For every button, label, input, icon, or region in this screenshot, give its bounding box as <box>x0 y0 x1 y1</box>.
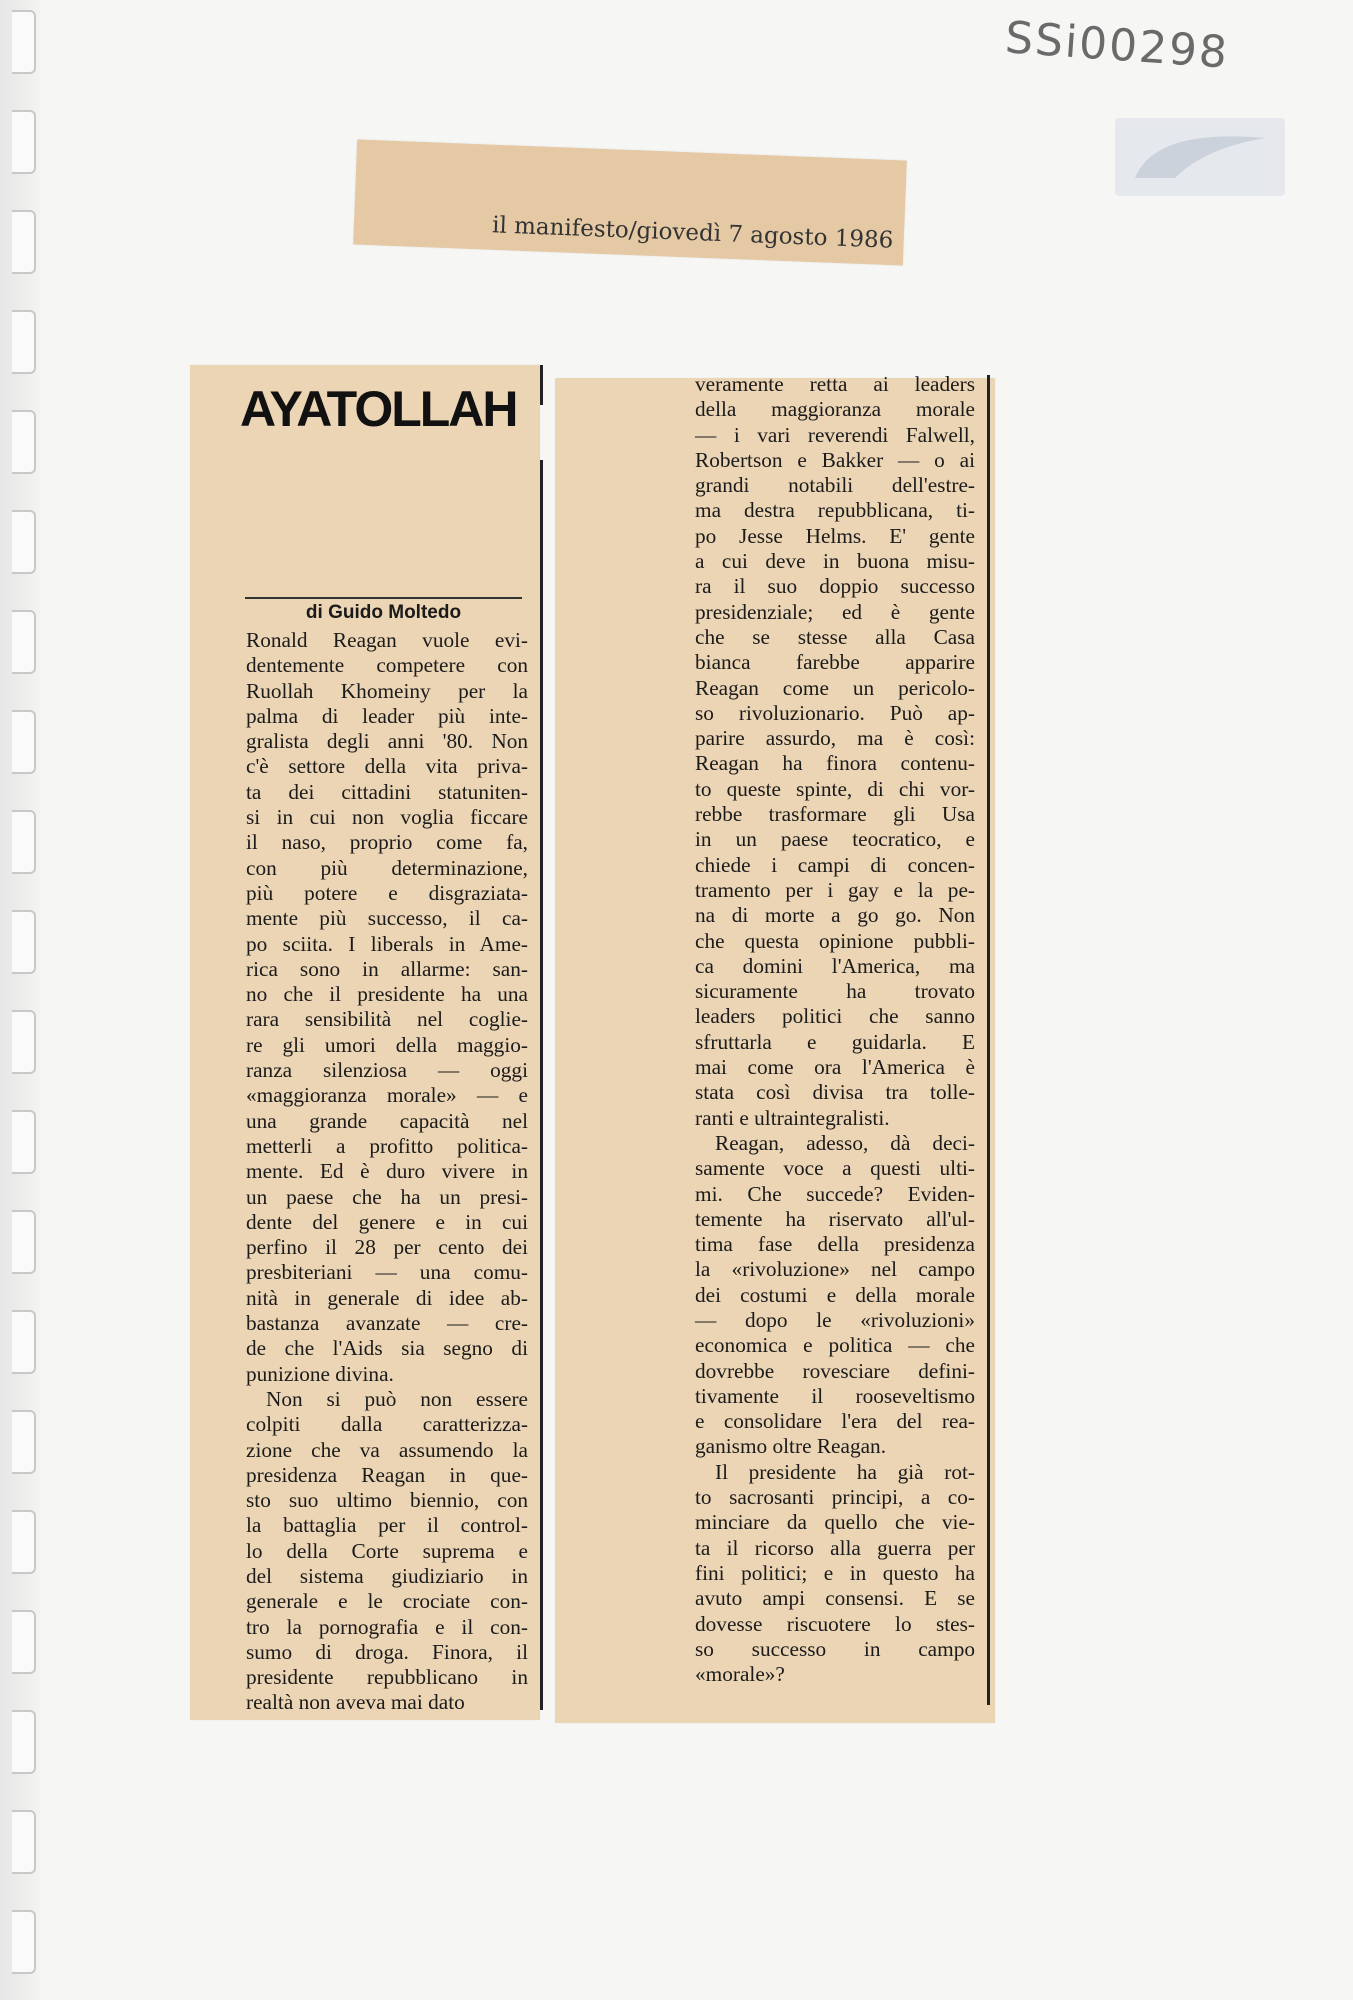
article-line: na di morte a go go. Non <box>695 903 975 928</box>
article-line: samente voce a questi ulti- <box>695 1156 975 1181</box>
article-line: — dopo le «rivoluzioni» <box>695 1307 975 1332</box>
article-line: so successo in campo <box>695 1636 975 1661</box>
article-line: bianca farebbe apparire <box>695 650 975 675</box>
article-line: Reagan ha finora contenu- <box>695 751 975 776</box>
article-line: metterli a profitto politica- <box>246 1133 528 1158</box>
article-line: che questa opinione pubbli- <box>695 928 975 953</box>
article-line: un paese che ha un presi- <box>246 1184 528 1209</box>
article-line: la «rivoluzione» nel campo <box>695 1257 975 1282</box>
article-line: nità in generale di idee ab- <box>246 1285 528 1310</box>
article-line: del sistema giudiziario in <box>246 1563 528 1588</box>
article-line: dentemente competere con <box>246 653 528 678</box>
article-line: Robertson e Bakker — o ai <box>695 447 975 472</box>
article-line: stata così divisa tra tolle- <box>695 1080 975 1105</box>
article-line: che se stesse alla Casa <box>695 624 975 649</box>
article-line: la battaglia per il control- <box>246 1513 528 1538</box>
archive-id: SSi00298 <box>1003 12 1231 79</box>
binder-ring <box>12 510 36 574</box>
article-line: una grande capacità nel <box>246 1108 528 1133</box>
article-line: economica e politica — che <box>695 1333 975 1358</box>
binder-ring <box>12 1810 36 1874</box>
article-headline: AYATOLLAH <box>240 381 517 437</box>
article-line: de che l'Aids sia segno di <box>246 1336 528 1361</box>
column-rule <box>540 460 543 1710</box>
article-line: Il presidente ha già rot- <box>715 1459 975 1484</box>
article-line: ta il ricorso alla guerra per <box>695 1535 975 1560</box>
article-line: dente del genere e in cui <box>246 1209 528 1234</box>
article-line: presbiteriani — una comu- <box>246 1260 528 1285</box>
article-paragraph <box>695 1131 975 1460</box>
binder-ring <box>12 710 36 774</box>
article-line: sicuramente ha trovato <box>695 979 975 1004</box>
article-line: punizione divina. <box>246 1361 394 1386</box>
binder-ring <box>12 210 36 274</box>
article-line: Ronald Reagan vuole evi- <box>246 628 528 652</box>
article-line: so rivoluzionario. Può ap- <box>695 700 975 725</box>
article-line: si in cui non voglia ficcare <box>246 805 528 830</box>
article-line: con più determinazione, <box>246 855 528 880</box>
article-column-right <box>695 372 975 1687</box>
binder-ring <box>12 910 36 974</box>
letterhead-logo-bleedthrough <box>1115 118 1285 196</box>
article-line: della maggioranza morale <box>695 397 975 422</box>
article-line: colpiti dalla caratterizza- <box>246 1412 528 1437</box>
article-line: mai come ora l'America è <box>695 1055 975 1080</box>
article-line: mi. Che succede? Eviden- <box>695 1181 975 1206</box>
article-line: tro la pornografia e il con- <box>246 1614 528 1639</box>
article-line: sumo di droga. Finora, il <box>246 1639 528 1664</box>
article-line: sto suo ultimo biennio, con <box>246 1488 528 1513</box>
article-line: po sciita. I liberals in Ame- <box>246 931 528 956</box>
article-line: grandi notabili dell'estre- <box>695 473 975 498</box>
article-line: «maggioranza morale» — e <box>246 1083 528 1108</box>
binder-ring <box>12 410 36 474</box>
article-line: veramente retta ai leaders <box>695 372 975 396</box>
article-line: generale e le crociate con- <box>246 1589 528 1614</box>
article-line: mente. Ed è duro vivere in <box>246 1159 528 1184</box>
article-line: perfino il 28 per cento dei <box>246 1235 528 1260</box>
article-line: bastanza avanzate — cre- <box>246 1311 528 1336</box>
article-line: dei costumi e della morale <box>695 1282 975 1307</box>
article-byline: di Guido Moltedo <box>305 602 462 623</box>
article-line: «morale»? <box>695 1662 785 1687</box>
article-line: Reagan come un pericolo- <box>695 675 975 700</box>
article-line: dovesse riscuotere lo stes- <box>695 1611 975 1636</box>
article-line: Ruollah Khomeiny per la <box>246 678 528 703</box>
column-rule <box>987 375 990 1705</box>
article-line: ra il suo doppio successo <box>695 574 975 599</box>
binder-ring <box>12 1110 36 1174</box>
article-line: ta dei cittadini statuniten- <box>246 779 528 804</box>
article-line: to queste spinte, di chi vor- <box>695 776 975 801</box>
article-line: palma di leader più inte- <box>246 703 528 728</box>
article-line: a cui deve in buona misu- <box>695 549 975 574</box>
article-line: presidenziale; ed è gente <box>695 599 975 624</box>
binder-ring <box>12 310 36 374</box>
article-line: minciare da quello che vie- <box>695 1510 975 1535</box>
article-line: chiede i campi di concen- <box>695 852 975 877</box>
article-line: realtà non aveva mai dato <box>246 1690 465 1715</box>
article-line: Non si può non essere <box>266 1386 528 1411</box>
binder-ring <box>12 1710 36 1774</box>
article-line: to sacrosanti principi, a co- <box>695 1485 975 1510</box>
binder-ring <box>12 10 36 74</box>
article-line: rebbe trasformare gli Usa <box>695 802 975 827</box>
column-rule <box>540 365 543 405</box>
article-line: re gli umori della maggio- <box>246 1032 528 1057</box>
article-line: tima fase della presidenza <box>695 1232 975 1257</box>
article-line: avuto ampi consensi. E se <box>695 1586 975 1611</box>
binder-ring <box>12 1510 36 1574</box>
article-paragraph <box>246 1387 528 1716</box>
article-line: — i vari reverendi Falwell, <box>695 422 975 447</box>
binder-ring <box>12 110 36 174</box>
article-line: fini politici; e in questo ha <box>695 1560 975 1585</box>
article-line: rica sono in allarme: san- <box>246 956 528 981</box>
article-line: mente più successo, il ca- <box>246 906 528 931</box>
article-line: Reagan, adesso, dà deci- <box>715 1130 975 1155</box>
byline-rule <box>245 597 522 599</box>
article-paragraph <box>246 628 528 1387</box>
article-line: lo della Corte suprema e <box>246 1538 528 1563</box>
newspaper-header: il manifesto/giovedì 7 agosto 1986 <box>491 212 894 254</box>
article-line: gralista degli anni '80. Non <box>246 729 528 754</box>
article-line: presidente repubblicano in <box>246 1665 528 1690</box>
article-line: ganismo oltre Reagan. <box>695 1434 887 1459</box>
article-line: no che il presidente ha una <box>246 982 528 1007</box>
article-line: ma destra repubblicana, ti- <box>695 498 975 523</box>
binder-ring <box>12 610 36 674</box>
binder-ring <box>12 1410 36 1474</box>
article-line: e consolidare l'era del rea- <box>695 1409 975 1434</box>
article-line: sfruttarla e guidarla. E <box>695 1029 975 1054</box>
article-line: dovrebbe rovesciare defini- <box>695 1358 975 1383</box>
binder-ring <box>12 1310 36 1374</box>
binder-ring <box>12 1610 36 1674</box>
article-paragraph <box>695 372 975 1131</box>
article-paragraph <box>695 1460 975 1688</box>
article-line: presidenza Reagan in que- <box>246 1462 528 1487</box>
binder-edge <box>0 0 40 2000</box>
binder-ring <box>12 1910 36 1974</box>
article-line: c'è settore della vita priva- <box>246 754 528 779</box>
article-line: ca domini l'America, ma <box>695 953 975 978</box>
article-line: parire assurdo, ma è così: <box>695 726 975 751</box>
binder-ring <box>12 810 36 874</box>
article-line: rara sensibilità nel coglie- <box>246 1007 528 1032</box>
article-line: ranti e ultraintegralisti. <box>695 1105 890 1130</box>
article-line: tivamente il rooseveltismo <box>695 1383 975 1408</box>
article-line: po Jesse Helms. E' gente <box>695 523 975 548</box>
article-column-left <box>246 628 528 1716</box>
binder-ring <box>12 1010 36 1074</box>
article-line: tramento per i gay e la pe- <box>695 877 975 902</box>
article-line: più potere e disgraziata- <box>246 880 528 905</box>
article-line: leaders politici che sanno <box>695 1004 975 1029</box>
article-line: temente ha riservato all'ul- <box>695 1206 975 1231</box>
article-line: ranza silenziosa — oggi <box>246 1058 528 1083</box>
article-line: in un paese teocratico, e <box>695 827 975 852</box>
article-line: il naso, proprio come fa, <box>246 830 528 855</box>
binder-ring <box>12 1210 36 1274</box>
article-line: zione che va assumendo la <box>246 1437 528 1462</box>
